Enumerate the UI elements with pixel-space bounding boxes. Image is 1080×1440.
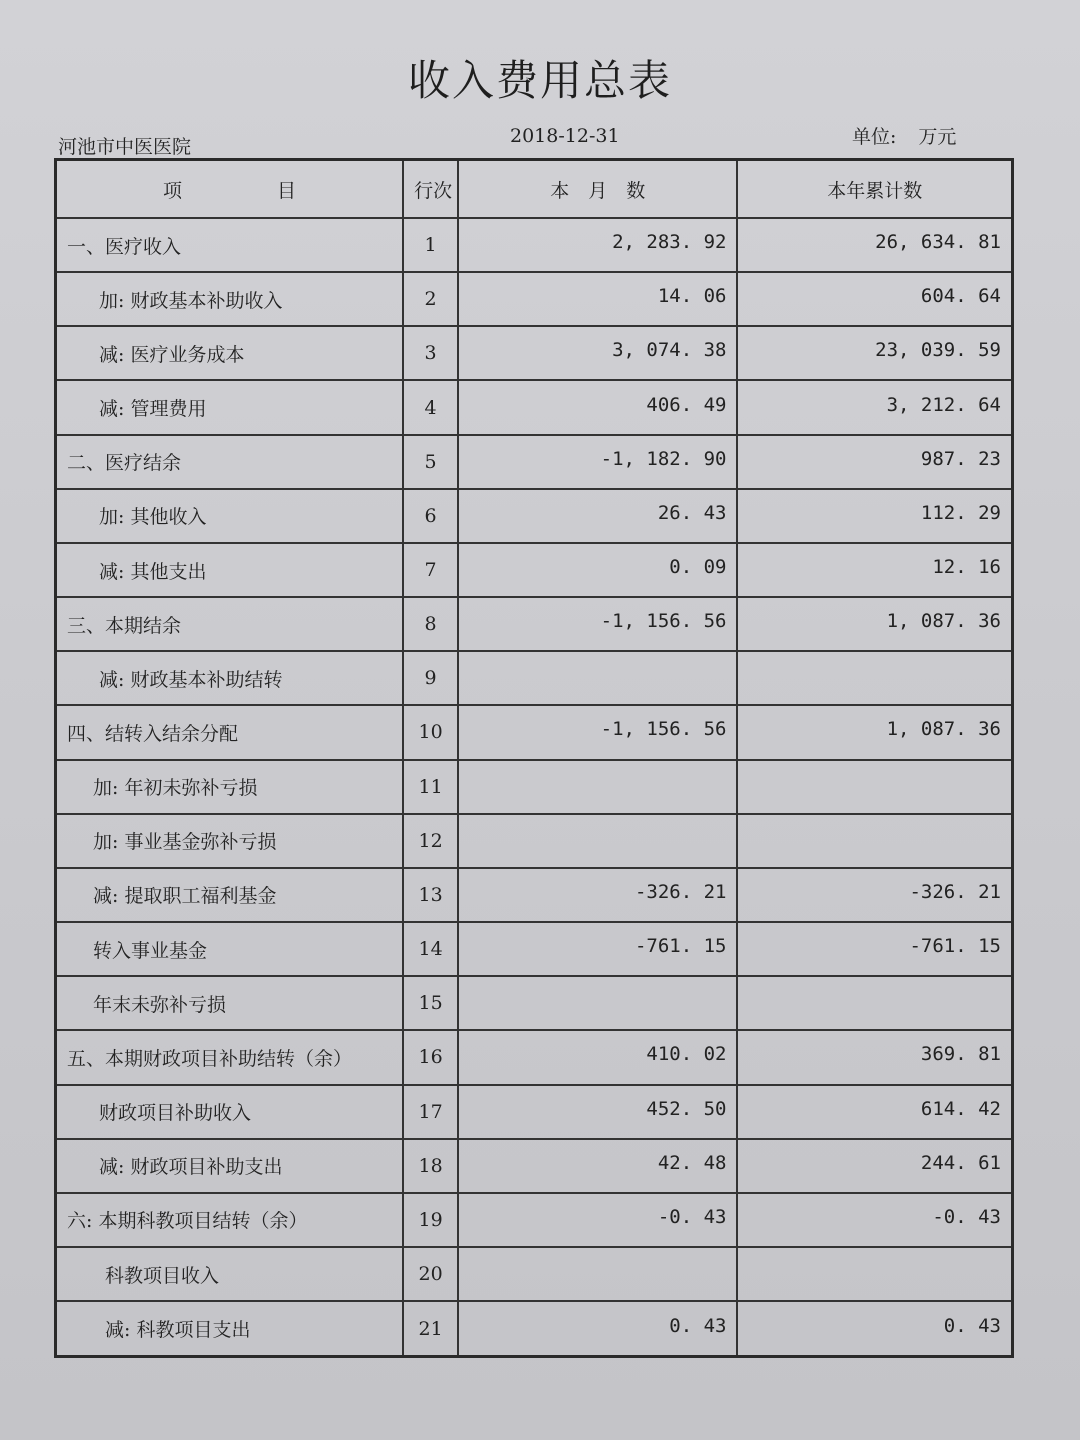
table-row — [56, 651, 1013, 705]
row-line-number: 18 — [403, 1139, 458, 1193]
row-month-value — [458, 1085, 737, 1139]
month-value-text: -0. 43 — [657, 1205, 727, 1228]
row-line-number: 15 — [403, 976, 458, 1030]
month-value-text: 410. 02 — [646, 1043, 727, 1066]
table-row — [56, 435, 1013, 489]
table-row — [56, 326, 1013, 380]
row-line-number: 1 — [403, 218, 458, 272]
year-value-text: 244. 61 — [920, 1151, 1001, 1174]
row-year-value — [737, 597, 1012, 651]
page-title: 收入费用总表 — [407, 56, 672, 105]
month-value-text: 406. 49 — [646, 393, 727, 416]
table-row — [56, 380, 1013, 434]
row-month-value — [458, 1030, 737, 1084]
unit-value: 万元 — [918, 126, 957, 148]
row-month-value — [458, 760, 737, 814]
income-expense-table — [54, 158, 1014, 1358]
row-line-number: 9 — [403, 651, 458, 705]
table-body — [56, 218, 1013, 1357]
year-value-text: 12. 16 — [932, 556, 1001, 579]
row-month-value — [458, 814, 737, 868]
month-value-text: 0. 43 — [669, 1314, 727, 1337]
row-month-value — [458, 272, 737, 326]
row-month-value — [458, 1193, 737, 1247]
row-line-number: 3 — [403, 326, 458, 380]
row-month-value — [458, 651, 737, 705]
row-year-value — [737, 272, 1012, 326]
row-item-label: 二、医疗结余 — [56, 435, 404, 489]
month-value-text: -1, 156. 56 — [600, 718, 727, 741]
row-year-value — [737, 705, 1012, 759]
row-line-number: 21 — [403, 1301, 458, 1356]
report-date: 2018-12-31 — [510, 125, 620, 147]
year-value-text: 0. 43 — [943, 1314, 1001, 1337]
row-year-value — [737, 218, 1012, 272]
month-value-text: -326. 21 — [634, 880, 727, 903]
year-value-text: 23, 039. 59 — [875, 339, 1001, 362]
row-line-number: 10 — [403, 705, 458, 759]
column-header-item: 项 目 — [56, 160, 404, 219]
row-line-number: 19 — [403, 1193, 458, 1247]
row-line-number: 7 — [403, 543, 458, 597]
row-line-number: 5 — [403, 435, 458, 489]
year-value-text: 987. 23 — [920, 447, 1001, 470]
month-value-text: 26. 43 — [657, 501, 727, 524]
month-value-text: 452. 50 — [646, 1097, 727, 1120]
row-item-label: 加: 年初未弥补亏损 — [56, 760, 404, 814]
table-row — [56, 489, 1013, 543]
row-item-label: 减: 财政基本补助结转 — [56, 651, 404, 705]
year-value-text: 1, 087. 36 — [886, 718, 1001, 741]
row-month-value — [458, 922, 737, 976]
row-line-number: 12 — [403, 814, 458, 868]
row-item-label: 减: 管理费用 — [56, 380, 404, 434]
row-year-value — [737, 543, 1012, 597]
column-header-month: 本 月 数 — [458, 160, 737, 219]
year-value-text: 614. 42 — [920, 1097, 1001, 1120]
row-year-value — [737, 1301, 1012, 1356]
unit-info — [852, 122, 956, 149]
row-item-label: 加: 事业基金弥补亏损 — [56, 814, 404, 868]
row-line-number: 4 — [403, 380, 458, 434]
row-item-label: 财政项目补助收入 — [56, 1085, 404, 1139]
row-line-number: 20 — [403, 1247, 458, 1301]
row-month-value — [458, 543, 737, 597]
organization-name: 河池市中医医院 — [58, 136, 192, 158]
table-row — [56, 1085, 1013, 1139]
month-value-text: 3, 074. 38 — [612, 339, 727, 362]
year-value-text: 3, 212. 64 — [886, 393, 1001, 416]
row-year-value — [737, 651, 1012, 705]
column-header-year: 本年累计数 — [737, 160, 1012, 219]
month-value-text: 14. 06 — [657, 285, 727, 308]
row-year-value — [737, 326, 1012, 380]
row-month-value — [458, 326, 737, 380]
year-value-text: 26, 634. 81 — [875, 231, 1001, 254]
table-row — [56, 543, 1013, 597]
row-month-value — [458, 435, 737, 489]
month-value-text: 2, 283. 92 — [612, 231, 727, 254]
row-year-value — [737, 868, 1012, 922]
table-row — [56, 976, 1013, 1030]
row-year-value — [737, 1030, 1012, 1084]
table-row — [56, 705, 1013, 759]
row-month-value — [458, 1301, 737, 1356]
row-item-label: 四、结转入结余分配 — [56, 705, 404, 759]
year-value-text: -0. 43 — [932, 1205, 1001, 1228]
row-item-label: 六: 本期科教项目结转（余） — [56, 1193, 404, 1247]
row-item-label: 减: 医疗业务成本 — [56, 326, 404, 380]
year-value-text: 369. 81 — [920, 1043, 1001, 1066]
row-line-number: 11 — [403, 760, 458, 814]
row-year-value — [737, 1085, 1012, 1139]
row-month-value — [458, 489, 737, 543]
table-row — [56, 922, 1013, 976]
table-row — [56, 1193, 1013, 1247]
row-line-number: 16 — [403, 1030, 458, 1084]
row-month-value — [458, 868, 737, 922]
row-month-value — [458, 218, 737, 272]
row-item-label: 科教项目收入 — [56, 1247, 404, 1301]
year-value-text: 604. 64 — [920, 285, 1001, 308]
unit-label: 单位: — [852, 126, 897, 148]
row-year-value — [737, 489, 1012, 543]
table-row — [56, 868, 1013, 922]
row-line-number: 8 — [403, 597, 458, 651]
month-value-text: 0. 09 — [669, 556, 727, 579]
row-item-label: 三、本期结余 — [56, 597, 404, 651]
month-value-text: -1, 182. 90 — [600, 447, 727, 470]
table-row — [56, 1030, 1013, 1084]
year-value-text: -761. 15 — [909, 935, 1001, 958]
year-value-text: 112. 29 — [920, 501, 1001, 524]
table-row — [56, 1301, 1013, 1356]
row-item-label: 转入事业基金 — [56, 922, 404, 976]
year-value-text: 1, 087. 36 — [886, 610, 1001, 633]
row-month-value — [458, 1139, 737, 1193]
row-line-number: 14 — [403, 922, 458, 976]
row-line-number: 13 — [403, 868, 458, 922]
row-item-label: 年末未弥补亏损 — [56, 976, 404, 1030]
month-value-text: -1, 156. 56 — [600, 610, 727, 633]
row-year-value — [737, 435, 1012, 489]
row-item-label: 五、本期财政项目补助结转（余） — [56, 1030, 404, 1084]
row-month-value — [458, 1247, 737, 1301]
row-month-value — [458, 705, 737, 759]
row-item-label: 减: 提取职工福利基金 — [56, 868, 404, 922]
table-header-row — [56, 160, 1013, 219]
row-line-number: 6 — [403, 489, 458, 543]
row-month-value — [458, 380, 737, 434]
row-line-number: 17 — [403, 1085, 458, 1139]
row-item-label: 减: 其他支出 — [56, 543, 404, 597]
table-row — [56, 760, 1013, 814]
row-year-value — [737, 1193, 1012, 1247]
row-year-value — [737, 380, 1012, 434]
month-value-text: 42. 48 — [657, 1151, 727, 1174]
row-month-value — [458, 597, 737, 651]
table-row — [56, 1139, 1013, 1193]
table-row — [56, 814, 1013, 868]
row-month-value — [458, 976, 737, 1030]
year-value-text: -326. 21 — [909, 880, 1001, 903]
table-row — [56, 218, 1013, 272]
row-year-value — [737, 976, 1012, 1030]
row-item-label: 减: 财政项目补助支出 — [56, 1139, 404, 1193]
row-item-label: 减: 科教项目支出 — [56, 1301, 404, 1356]
table-row — [56, 597, 1013, 651]
row-year-value — [737, 1139, 1012, 1193]
row-item-label: 加: 财政基本补助收入 — [56, 272, 404, 326]
month-value-text: -761. 15 — [634, 935, 727, 958]
row-year-value — [737, 814, 1012, 868]
table-row — [56, 272, 1013, 326]
row-item-label: 一、医疗收入 — [56, 218, 404, 272]
table-row — [56, 1247, 1013, 1301]
row-year-value — [737, 922, 1012, 976]
row-year-value — [737, 1247, 1012, 1301]
row-line-number: 2 — [403, 272, 458, 326]
row-year-value — [737, 760, 1012, 814]
column-header-line: 行次 — [403, 160, 458, 219]
row-item-label: 加: 其他收入 — [56, 489, 404, 543]
